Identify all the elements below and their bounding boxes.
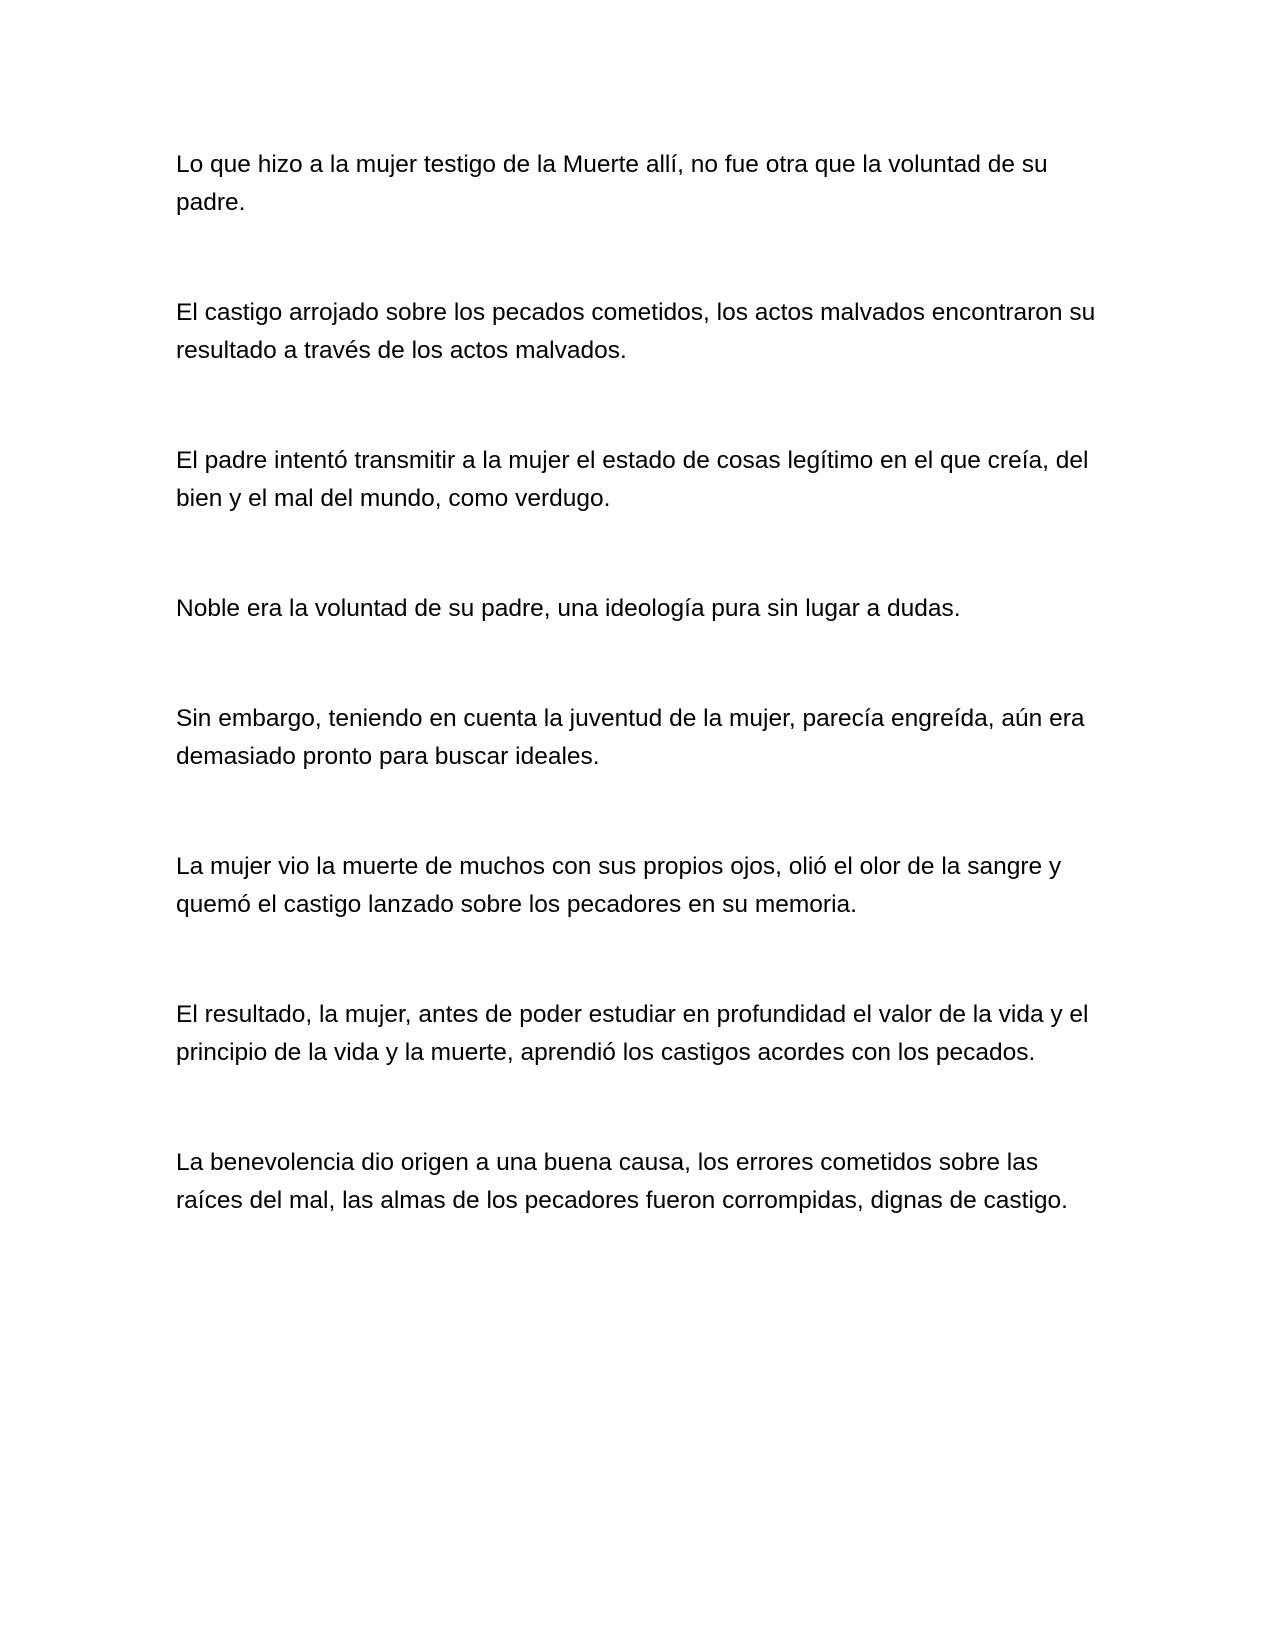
paragraph: Sin embargo, teniendo en cuenta la juventud de la mujer, parecía engreída, aún era demasiado pronto para buscar ideales. [176,705,1085,770]
paragraph: La mujer vio la muerte de muchos con sus propios ojos, olió el olor de la sangre y quemó el castigo lanzado sobre los pecadores en su memoria. [176,853,1062,918]
paragraph: La benevolencia dio origen a una buena causa, los errores cometidos sobre las raíces del mal, las almas de los pecadores fueron corrompidas, dignas de castigo. [176,1149,1068,1214]
paragraph: El resultado, la mujer, antes de poder estudiar en profundidad el valor de la vida y el principio de la vida y la muerte, aprendió los castigos acordes con los pecados. [176,1001,1089,1066]
document-body [176,146,1106,1220]
paragraph: Noble era la voluntad de su padre, una ideología pura sin lugar a dudas. [176,595,961,622]
paragraph: El castigo arrojado sobre los pecados cometidos, los actos malvados encontraron su resultado a través de los actos malvados. [176,299,1096,364]
paragraph: Lo que hizo a la mujer testigo de la Muerte allí, no fue otra que la voluntad de su padre. [176,151,1048,216]
paragraph: El padre intentó transmitir a la mujer el estado de cosas legítimo en el que creía, del bien y el mal del mundo, como verdugo. [176,447,1089,512]
